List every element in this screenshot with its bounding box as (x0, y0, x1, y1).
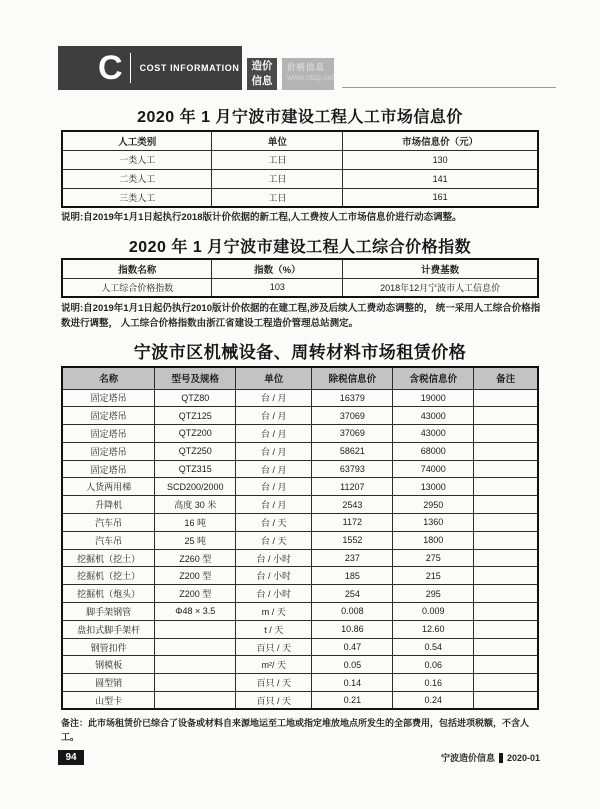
price-info-site-badge (282, 58, 334, 90)
table-cell: 37069 (312, 407, 393, 425)
table-cell: 2950 (393, 496, 474, 514)
table-cell: 161 (343, 188, 538, 207)
table-cell: 百只 / 天 (236, 674, 312, 692)
table-cell: Z200 型 (155, 567, 236, 585)
table-row (62, 692, 538, 710)
table-row (62, 585, 538, 603)
table-cell: 山型卡 (62, 692, 155, 710)
table-row (62, 549, 538, 567)
table-row (62, 674, 538, 692)
table-cell: 固定塔吊 (62, 442, 155, 460)
table-row (62, 407, 538, 425)
table-cell (155, 620, 236, 638)
table-row (62, 169, 538, 188)
table-cell: 0.009 (393, 603, 474, 621)
table-row (62, 478, 538, 496)
table-cell: 挖掘机（炮头） (62, 585, 155, 603)
table-cell: 台 / 月 (236, 425, 312, 443)
table-cell (474, 531, 538, 549)
table-cell: 43000 (393, 407, 474, 425)
table-cell: 人货两用梯 (62, 478, 155, 496)
section1-title: 2020 年 1 月宁波市建设工程人工市场信息价 (137, 109, 463, 126)
table-cell (474, 442, 538, 460)
page-number: 94 (58, 750, 84, 765)
table-cell: 58621 (312, 442, 393, 460)
table-cell: 盘扣式脚手架杆 (62, 620, 155, 638)
logo-text: COST INFORMATION (139, 63, 240, 73)
table-row (62, 389, 538, 407)
section3-note: 备注：此市场租赁价已综合了设备或材料自来源地运至工地或指定堆放地点所发生的全部费用，包括进项税额，不含人工。 (61, 718, 530, 743)
table-cell: 275 (393, 549, 474, 567)
table-cell: 汽车吊 (62, 514, 155, 532)
table-cell: Z200 型 (155, 585, 236, 603)
table-cell: 0.14 (312, 674, 393, 692)
table-cell: 103 (212, 278, 343, 297)
labor-price-index-table (61, 258, 539, 298)
table-cell: 10.86 (312, 620, 393, 638)
badge1-line1: 造价 (251, 60, 273, 72)
table-cell: 74000 (393, 460, 474, 478)
cost-information-logo (58, 46, 242, 90)
footer-divider-bar (499, 753, 503, 763)
logo-divider (130, 53, 131, 83)
column-header: 除税信息价 (312, 367, 393, 389)
footer-journal-info (441, 751, 540, 764)
table-cell (155, 674, 236, 692)
table-cell: 25 吨 (155, 531, 236, 549)
table-cell: 二类人工 (62, 169, 212, 188)
table-cell: 百只 / 天 (236, 692, 312, 710)
table-cell: 1172 (312, 514, 393, 532)
table-cell (474, 656, 538, 674)
table-cell: 1800 (393, 531, 474, 549)
table-cell: 台 / 天 (236, 531, 312, 549)
table-row (62, 531, 538, 549)
table-cell: 固定塔吊 (62, 460, 155, 478)
zaojia-xinxi-badge (247, 58, 277, 90)
table-cell (155, 638, 236, 656)
column-header: 含税信息价 (393, 367, 474, 389)
column-header: 单位 (236, 367, 312, 389)
table-cell: 130 (343, 150, 538, 169)
table-cell: 0.06 (393, 656, 474, 674)
table-cell (474, 549, 538, 567)
table-cell: Z260 型 (155, 549, 236, 567)
table-cell: 固定塔吊 (62, 425, 155, 443)
table-cell: SCD200/2000 (155, 478, 236, 496)
table-row (62, 460, 538, 478)
table-cell: 37069 (312, 425, 393, 443)
table-cell: 0.54 (393, 638, 474, 656)
table-cell: 254 (312, 585, 393, 603)
column-header: 型号及规格 (155, 367, 236, 389)
table-cell (474, 496, 538, 514)
table-cell: 百只 / 天 (236, 638, 312, 656)
table-row (62, 278, 538, 297)
table-cell: 141 (343, 169, 538, 188)
table-cell: 工日 (212, 188, 343, 207)
table-cell: 2543 (312, 496, 393, 514)
section2-note: 说明:自2019年1月1日起仍执行2010版计价依据的在建工程,涉及后续人工费动态调整的， 统一采用人工综合价格指数进行调整， 人工综合价格指数由浙江省建设工程造价管理总站测定。 (61, 303, 541, 330)
table-cell (474, 620, 538, 638)
table-row (62, 638, 538, 656)
labor-market-price-table (61, 130, 539, 208)
table-cell: 43000 (393, 425, 474, 443)
table-cell: 63793 (312, 460, 393, 478)
table-cell: m / 天 (236, 603, 312, 621)
issue-number: 2020-01 (506, 752, 540, 763)
logo-letter-c: C (98, 49, 123, 87)
table-cell: 钢管扣件 (62, 638, 155, 656)
table-cell: 0.21 (312, 692, 393, 710)
table-cell: 1360 (393, 514, 474, 532)
table-cell (474, 638, 538, 656)
table-cell: QTZ200 (155, 425, 236, 443)
table-cell: 人工综合价格指数 (62, 278, 212, 297)
table-cell (474, 514, 538, 532)
table-cell: m²/ 天 (236, 656, 312, 674)
table-row (62, 656, 538, 674)
table-cell: 台 / 小时 (236, 549, 312, 567)
column-header: 人工类别 (62, 131, 212, 150)
table-cell: QTZ80 (155, 389, 236, 407)
table-row (62, 188, 538, 207)
table-row (62, 425, 538, 443)
table-cell (474, 674, 538, 692)
table-cell: 11207 (312, 478, 393, 496)
column-header: 名称 (62, 367, 155, 389)
table-cell: 19000 (393, 389, 474, 407)
table-cell: 0.16 (393, 674, 474, 692)
table-cell: t / 天 (236, 620, 312, 638)
table-cell: 台 / 小时 (236, 567, 312, 585)
table-cell (474, 567, 538, 585)
column-header: 单位 (212, 131, 343, 150)
table-cell: 台 / 月 (236, 460, 312, 478)
table-cell: 台 / 月 (236, 496, 312, 514)
table-cell: 脚手架钢管 (62, 603, 155, 621)
badge1-line2: 信息 (251, 75, 273, 87)
table-cell: 挖掘机（挖土） (62, 567, 155, 585)
badge2-line1: 价格信息 (287, 62, 326, 72)
table-cell (474, 478, 538, 496)
table-cell (155, 656, 236, 674)
column-header: 市场信息价（元） (343, 131, 538, 150)
table-cell: 13000 (393, 478, 474, 496)
table-row (62, 496, 538, 514)
column-header: 指数（%） (212, 259, 343, 278)
table-cell: 挖掘机（挖土） (62, 549, 155, 567)
table-cell: 台 / 月 (236, 442, 312, 460)
table-cell: 台 / 月 (236, 389, 312, 407)
table-cell: 台 / 月 (236, 407, 312, 425)
table-cell: 2018年12月宁波市人工信息价 (343, 278, 538, 297)
header-row (62, 367, 538, 389)
table-cell: 圆型销 (62, 674, 155, 692)
badge2-url: www.nbzj.net (287, 73, 335, 82)
table-cell (474, 460, 538, 478)
column-header: 备注 (474, 367, 538, 389)
table-cell: 0.008 (312, 603, 393, 621)
table-cell: QTZ315 (155, 460, 236, 478)
table-cell (474, 425, 538, 443)
table-cell: QTZ250 (155, 442, 236, 460)
table-cell: 295 (393, 585, 474, 603)
table-row (62, 442, 538, 460)
table-row (62, 567, 538, 585)
table-cell: 16379 (312, 389, 393, 407)
journal-name: 宁波造价信息 (440, 753, 495, 763)
table-cell: 12.60 (393, 620, 474, 638)
table-cell: 185 (312, 567, 393, 585)
table-cell: 三类人工 (62, 188, 212, 207)
table-cell: Φ48 × 3.5 (155, 603, 236, 621)
table-cell: 高度 30 米 (155, 496, 236, 514)
table-cell: 升降机 (62, 496, 155, 514)
table-row (62, 514, 538, 532)
table-cell: 台 / 小时 (236, 585, 312, 603)
table-cell: 68000 (393, 442, 474, 460)
table-cell: 16 吨 (155, 514, 236, 532)
table-cell: 237 (312, 549, 393, 567)
header-row (62, 259, 538, 278)
table-cell: QTZ125 (155, 407, 236, 425)
header-rule (342, 87, 556, 88)
table-cell: 0.47 (312, 638, 393, 656)
table-cell: 1552 (312, 531, 393, 549)
table-cell: 固定塔吊 (62, 389, 155, 407)
table-cell (474, 389, 538, 407)
table-cell (155, 692, 236, 710)
table-cell: 一类人工 (62, 150, 212, 169)
table-cell (474, 585, 538, 603)
table-cell: 工日 (212, 150, 343, 169)
column-header: 指数名称 (62, 259, 212, 278)
table-cell (474, 692, 538, 710)
table-cell: 215 (393, 567, 474, 585)
table-row (62, 150, 538, 169)
table-cell: 固定塔吊 (62, 407, 155, 425)
header-row (62, 131, 538, 150)
table-row (62, 603, 538, 621)
table-cell: 汽车吊 (62, 531, 155, 549)
table-cell: 0.24 (393, 692, 474, 710)
table-cell: 0.05 (312, 656, 393, 674)
table-cell (474, 407, 538, 425)
machinery-rental-price-table (61, 366, 539, 710)
column-header: 计费基数 (343, 259, 538, 278)
table-cell (474, 603, 538, 621)
section1-note: 说明:自2019年1月1日起执行2018版计价依据的新工程,人工费按人工市场信息价进行动态调整。 (61, 212, 462, 223)
table-cell: 台 / 天 (236, 514, 312, 532)
table-row (62, 620, 538, 638)
table-cell: 工日 (212, 169, 343, 188)
table-cell: 钢模板 (62, 656, 155, 674)
table-cell: 台 / 月 (236, 478, 312, 496)
section2-title: 2020 年 1 月宁波市建设工程人工综合价格指数 (128, 239, 472, 256)
section3-title: 宁波市区机械设备、周转材料市场租赁价格 (133, 343, 467, 362)
